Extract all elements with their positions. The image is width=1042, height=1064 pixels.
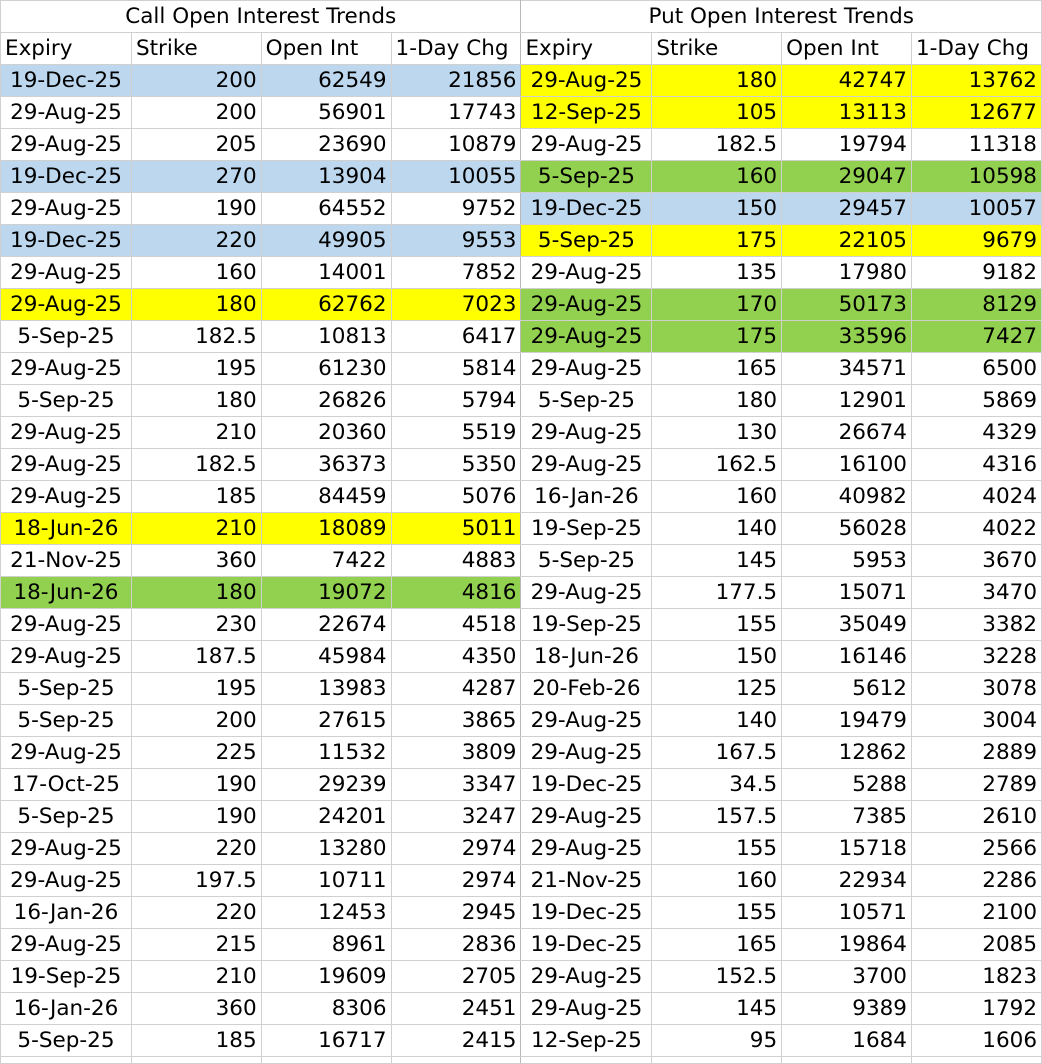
put-day-chg-header[interactable]: 1-Day Chg bbox=[911, 33, 1041, 65]
put-open-int-cell[interactable]: 17980 bbox=[782, 257, 912, 289]
call-expiry-cell[interactable]: 19-Dec-25 bbox=[1, 65, 132, 97]
table-row bbox=[1, 641, 1042, 673]
call-day-chg-cell[interactable]: 2705 bbox=[391, 961, 521, 993]
put-open-int-cell[interactable]: 15071 bbox=[782, 577, 912, 609]
call-open-int-header[interactable]: Open Int bbox=[261, 33, 391, 65]
call-expiry-cell[interactable]: 29-Aug-25 bbox=[1, 737, 132, 769]
put-expiry-cell[interactable]: 19-Sep-25 bbox=[521, 513, 652, 545]
put-strike-cell[interactable]: 152.5 bbox=[652, 961, 782, 993]
put-expiry-cell[interactable]: 29-Aug-25 bbox=[521, 321, 652, 353]
call-expiry-cell[interactable]: 5-Sep-25 bbox=[1, 321, 132, 353]
call-strike-cell[interactable]: 220 bbox=[131, 897, 261, 929]
put-open-int-header[interactable]: Open Int bbox=[782, 33, 912, 65]
put-strike-cell[interactable]: 95 bbox=[652, 1025, 782, 1057]
put-open-int-cell[interactable]: 29047 bbox=[782, 161, 912, 193]
table-row bbox=[1, 961, 1042, 993]
table-row bbox=[1, 769, 1042, 801]
put-strike-cell[interactable]: 170 bbox=[652, 289, 782, 321]
call-open-int-cell[interactable]: 29239 bbox=[261, 769, 391, 801]
call-expiry-cell[interactable]: 16-Jan-26 bbox=[1, 897, 132, 929]
call-day-chg-cell[interactable]: 5794 bbox=[391, 385, 521, 417]
call-expiry-cell[interactable]: 29-Aug-25 bbox=[1, 289, 132, 321]
table-row bbox=[1, 129, 1042, 161]
call-strike-cell[interactable]: 210 bbox=[131, 513, 261, 545]
table-row bbox=[1, 481, 1042, 513]
put-day-chg-cell[interactable]: 9679 bbox=[911, 225, 1041, 257]
put-expiry-cell[interactable]: 29-Aug-25 bbox=[521, 993, 652, 1025]
put-strike-cell[interactable]: 34.5 bbox=[652, 769, 782, 801]
call-open-int-cell[interactable]: 7422 bbox=[261, 545, 391, 577]
call-day-chg-cell[interactable]: 9752 bbox=[391, 193, 521, 225]
put-day-chg-cell[interactable]: 12677 bbox=[911, 97, 1041, 129]
put-strike-cell[interactable]: 160 bbox=[652, 865, 782, 897]
call-expiry-cell[interactable]: 29-Aug-25 bbox=[1, 417, 132, 449]
put-strike-cell[interactable]: 167.5 bbox=[652, 737, 782, 769]
call-day-chg-cell[interactable]: 2451 bbox=[391, 993, 521, 1025]
put-expiry-cell[interactable]: 5-Sep-25 bbox=[521, 225, 652, 257]
put-open-int-cell[interactable]: 19794 bbox=[782, 129, 912, 161]
put-expiry-cell[interactable]: 29-Aug-25 bbox=[521, 129, 652, 161]
put-strike-cell[interactable]: 125 bbox=[652, 673, 782, 705]
put-strike-cell[interactable]: 177.5 bbox=[652, 577, 782, 609]
put-open-int-cell[interactable]: 50173 bbox=[782, 289, 912, 321]
put-expiry-cell[interactable]: 19-Dec-25 bbox=[521, 193, 652, 225]
put-expiry-cell[interactable]: 29-Aug-25 bbox=[521, 353, 652, 385]
call-expiry-cell[interactable]: 29-Aug-25 bbox=[1, 449, 132, 481]
table-row bbox=[1, 417, 1042, 449]
put-expiry-header[interactable]: Expiry bbox=[521, 33, 652, 65]
call-strike-cell[interactable]: 190 bbox=[131, 801, 261, 833]
call-open-int-cell[interactable]: 8306 bbox=[261, 993, 391, 1025]
call-day-chg-header[interactable]: 1-Day Chg bbox=[391, 33, 521, 65]
put-strike-cell[interactable]: 155 bbox=[652, 833, 782, 865]
put-day-chg-cell[interactable]: 7427 bbox=[911, 321, 1041, 353]
table-row bbox=[1, 257, 1042, 289]
call-open-int-cell[interactable]: 62549 bbox=[261, 65, 391, 97]
call-strike-cell[interactable]: 205 bbox=[131, 129, 261, 161]
put-expiry-cell[interactable]: 21-Nov-25 bbox=[521, 865, 652, 897]
put-open-int-cell[interactable]: 35049 bbox=[782, 609, 912, 641]
call-strike-cell[interactable]: 210 bbox=[131, 961, 261, 993]
call-expiry-cell[interactable]: 5-Sep-25 bbox=[1, 705, 132, 737]
put-strike-cell[interactable]: 180 bbox=[652, 65, 782, 97]
put-day-chg-cell[interactable]: 5869 bbox=[911, 385, 1041, 417]
put-strike-cell[interactable]: 165 bbox=[652, 353, 782, 385]
put-strike-cell[interactable]: 145 bbox=[652, 993, 782, 1025]
put-expiry-cell[interactable]: 29-Aug-25 bbox=[521, 961, 652, 993]
call-expiry-cell[interactable]: 29-Aug-25 bbox=[1, 129, 132, 161]
put-open-int-cell[interactable]: 1684 bbox=[782, 1025, 912, 1057]
call-expiry-cell[interactable]: 18-Jun-26 bbox=[1, 513, 132, 545]
put-strike-cell[interactable]: 135 bbox=[652, 257, 782, 289]
call-expiry-cell[interactable]: 5-Sep-25 bbox=[1, 385, 132, 417]
call-strike-cell[interactable]: 220 bbox=[131, 833, 261, 865]
call-strike-cell[interactable]: 180 bbox=[131, 289, 261, 321]
put-open-int-cell[interactable]: 40982 bbox=[782, 481, 912, 513]
call-open-int-cell[interactable]: 61230 bbox=[261, 353, 391, 385]
call-strike-cell[interactable]: 190 bbox=[131, 769, 261, 801]
call-open-int-cell[interactable]: 26826 bbox=[261, 385, 391, 417]
call-open-int-cell[interactable]: 56901 bbox=[261, 97, 391, 129]
call-strike-cell[interactable]: 185 bbox=[131, 1025, 261, 1057]
call-day-chg-cell[interactable]: 4287 bbox=[391, 673, 521, 705]
call-open-int-cell[interactable]: 13904 bbox=[261, 161, 391, 193]
table-row bbox=[1, 737, 1042, 769]
call-open-int-cell[interactable]: 19072 bbox=[261, 577, 391, 609]
table-row bbox=[1, 545, 1042, 577]
call-day-chg-cell[interactable]: 5076 bbox=[391, 481, 521, 513]
call-open-int-cell[interactable]: 10813 bbox=[261, 321, 391, 353]
call-open-int-cell[interactable]: 18089 bbox=[261, 513, 391, 545]
call-day-chg-cell[interactable]: 4518 bbox=[391, 609, 521, 641]
call-strike-cell[interactable]: 215 bbox=[131, 929, 261, 961]
put-open-int-cell[interactable]: 13113 bbox=[782, 97, 912, 129]
put-day-chg-cell[interactable]: 1606 bbox=[911, 1025, 1041, 1057]
call-day-chg-cell[interactable]: 3247 bbox=[391, 801, 521, 833]
table-row bbox=[1, 865, 1042, 897]
put-open-int-cell[interactable]: 29457 bbox=[782, 193, 912, 225]
call-strike-cell[interactable]: 187.5 bbox=[131, 641, 261, 673]
call-strike-cell[interactable]: 360 bbox=[131, 993, 261, 1025]
put-strike-cell[interactable]: 165 bbox=[652, 929, 782, 961]
put-expiry-cell[interactable]: 19-Dec-25 bbox=[521, 769, 652, 801]
call-expiry-cell[interactable]: 29-Aug-25 bbox=[1, 353, 132, 385]
call-strike-cell[interactable]: 180 bbox=[131, 385, 261, 417]
call-expiry-cell[interactable]: 19-Sep-25 bbox=[1, 961, 132, 993]
put-strike-cell[interactable]: 162.5 bbox=[652, 449, 782, 481]
call-strike-cell[interactable]: 190 bbox=[131, 193, 261, 225]
call-strike-cell[interactable]: 195 bbox=[131, 353, 261, 385]
put-open-int-cell[interactable]: 22934 bbox=[782, 865, 912, 897]
call-day-chg-cell[interactable]: 10055 bbox=[391, 161, 521, 193]
put-strike-cell[interactable]: 182.5 bbox=[652, 129, 782, 161]
put-expiry-cell[interactable]: 12-Sep-25 bbox=[521, 1025, 652, 1057]
put-expiry-cell[interactable]: 29-Aug-25 bbox=[521, 737, 652, 769]
call-open-int-cell[interactable]: 10711 bbox=[261, 865, 391, 897]
call-day-chg-cell[interactable]: 2974 bbox=[391, 833, 521, 865]
table-row bbox=[1, 929, 1042, 961]
put-strike-cell[interactable]: 160 bbox=[652, 481, 782, 513]
put-open-int-cell[interactable]: 33596 bbox=[782, 321, 912, 353]
put-expiry-cell[interactable]: 29-Aug-25 bbox=[521, 577, 652, 609]
call-strike-cell[interactable]: 220 bbox=[131, 225, 261, 257]
call-day-chg-cell[interactable]: 3809 bbox=[391, 737, 521, 769]
put-day-chg-cell[interactable]: 9182 bbox=[911, 257, 1041, 289]
table-row bbox=[1, 993, 1042, 1025]
call-open-int-cell[interactable]: 8961 bbox=[261, 929, 391, 961]
call-expiry-cell[interactable]: 19-Dec-25 bbox=[1, 161, 132, 193]
call-strike-cell[interactable]: 200 bbox=[131, 97, 261, 129]
table-row bbox=[1, 705, 1042, 737]
table-row bbox=[1, 833, 1042, 865]
call-day-chg-cell[interactable]: 3865 bbox=[391, 705, 521, 737]
call-open-int-cell[interactable]: 13983 bbox=[261, 673, 391, 705]
table-row bbox=[1, 97, 1042, 129]
put-day-chg-cell[interactable]: 1792 bbox=[911, 993, 1041, 1025]
table-row bbox=[1, 385, 1042, 417]
table-row bbox=[1, 577, 1042, 609]
put-open-int-cell[interactable]: 5953 bbox=[782, 545, 912, 577]
put-day-chg-cell[interactable]: 1823 bbox=[911, 961, 1041, 993]
call-expiry-cell[interactable]: 29-Aug-25 bbox=[1, 97, 132, 129]
table-row bbox=[1, 321, 1042, 353]
put-day-chg-cell[interactable]: 2085 bbox=[911, 929, 1041, 961]
call-expiry-cell[interactable]: 5-Sep-25 bbox=[1, 1025, 132, 1057]
call-day-chg-cell[interactable]: 5350 bbox=[391, 449, 521, 481]
put-day-chg-cell[interactable]: 13762 bbox=[911, 65, 1041, 97]
put-day-chg-cell[interactable]: 3004 bbox=[911, 705, 1041, 737]
put-day-chg-cell[interactable]: 10057 bbox=[911, 193, 1041, 225]
put-day-chg-cell[interactable]: 2610 bbox=[911, 801, 1041, 833]
call-expiry-cell[interactable]: 29-Aug-25 bbox=[1, 257, 132, 289]
put-day-chg-cell[interactable]: 11318 bbox=[911, 129, 1041, 161]
call-day-chg-cell[interactable]: 4883 bbox=[391, 545, 521, 577]
put-expiry-cell[interactable]: 29-Aug-25 bbox=[521, 65, 652, 97]
put-day-chg-cell[interactable]: 10598 bbox=[911, 161, 1041, 193]
call-open-int-cell[interactable]: 22674 bbox=[261, 609, 391, 641]
call-day-chg-cell[interactable]: 10879 bbox=[391, 129, 521, 161]
call-day-chg-cell[interactable]: 5814 bbox=[391, 353, 521, 385]
put-expiry-cell[interactable]: 19-Dec-25 bbox=[521, 929, 652, 961]
call-day-chg-cell[interactable]: 17743 bbox=[391, 97, 521, 129]
put-open-int-cell[interactable]: 9389 bbox=[782, 993, 912, 1025]
put-strike-cell[interactable]: 180 bbox=[652, 385, 782, 417]
put-expiry-cell[interactable]: 16-Jan-26 bbox=[521, 481, 652, 513]
table-row bbox=[1, 449, 1042, 481]
call-strike-cell[interactable]: 185 bbox=[131, 481, 261, 513]
put-day-chg-cell[interactable]: 2889 bbox=[911, 737, 1041, 769]
call-expiry-cell[interactable]: 29-Aug-25 bbox=[1, 609, 132, 641]
put-expiry-cell[interactable]: 19-Dec-25 bbox=[521, 897, 652, 929]
call-open-int-cell[interactable]: 16717 bbox=[261, 1025, 391, 1057]
put-open-int-cell[interactable]: 19864 bbox=[782, 929, 912, 961]
put-day-chg-cell[interactable]: 3382 bbox=[911, 609, 1041, 641]
put-open-int-cell[interactable]: 22105 bbox=[782, 225, 912, 257]
put-strike-cell[interactable]: 155 bbox=[652, 609, 782, 641]
put-day-chg-cell[interactable]: 3228 bbox=[911, 641, 1041, 673]
table-row bbox=[1, 673, 1042, 705]
call-day-chg-cell[interactable]: 2974 bbox=[391, 865, 521, 897]
put-open-int-cell[interactable]: 15718 bbox=[782, 833, 912, 865]
call-expiry-cell[interactable]: 16-Jan-26 bbox=[1, 993, 132, 1025]
table-row bbox=[1, 225, 1042, 257]
put-open-int-cell[interactable]: 56028 bbox=[782, 513, 912, 545]
put-day-chg-cell[interactable]: 2789 bbox=[911, 769, 1041, 801]
call-strike-cell[interactable]: 360 bbox=[131, 545, 261, 577]
call-open-int-cell[interactable]: 27615 bbox=[261, 705, 391, 737]
call-open-int-cell[interactable]: 19609 bbox=[261, 961, 391, 993]
table-row bbox=[1, 609, 1042, 641]
call-expiry-cell[interactable]: 29-Aug-25 bbox=[1, 641, 132, 673]
call-open-int-cell[interactable]: 23690 bbox=[261, 129, 391, 161]
call-day-chg-cell[interactable]: 21856 bbox=[391, 65, 521, 97]
call-expiry-cell[interactable]: 17-Oct-25 bbox=[1, 769, 132, 801]
table-row bbox=[1, 65, 1042, 97]
put-day-chg-cell[interactable]: 8129 bbox=[911, 289, 1041, 321]
call-strike-cell[interactable]: 225 bbox=[131, 737, 261, 769]
table-row bbox=[1, 161, 1042, 193]
call-open-int-cell[interactable]: 64552 bbox=[261, 193, 391, 225]
put-expiry-cell[interactable]: 5-Sep-25 bbox=[521, 161, 652, 193]
put-day-chg-cell[interactable]: 2566 bbox=[911, 833, 1041, 865]
put-day-chg-cell[interactable]: 3470 bbox=[911, 577, 1041, 609]
put-open-int-cell[interactable]: 5612 bbox=[782, 673, 912, 705]
call-strike-cell[interactable]: 197.5 bbox=[131, 865, 261, 897]
put-strike-cell[interactable]: 155 bbox=[652, 897, 782, 929]
call-day-chg-cell[interactable]: 4350 bbox=[391, 641, 521, 673]
put-strike-cell[interactable]: 150 bbox=[652, 193, 782, 225]
put-day-chg-cell[interactable]: 2100 bbox=[911, 897, 1041, 929]
table-row bbox=[1, 1025, 1042, 1057]
call-open-int-cell[interactable]: 84459 bbox=[261, 481, 391, 513]
title-row bbox=[1, 1, 1042, 33]
call-day-chg-cell[interactable]: 7852 bbox=[391, 257, 521, 289]
call-day-chg-cell[interactable]: 5519 bbox=[391, 417, 521, 449]
put-open-int-cell[interactable]: 42747 bbox=[782, 65, 912, 97]
call-day-chg-cell[interactable]: 4816 bbox=[391, 577, 521, 609]
call-open-int-cell[interactable]: 13280 bbox=[261, 833, 391, 865]
call-open-int-cell[interactable]: 45984 bbox=[261, 641, 391, 673]
call-open-int-cell[interactable]: 36373 bbox=[261, 449, 391, 481]
put-strike-cell[interactable]: 130 bbox=[652, 417, 782, 449]
put-expiry-cell[interactable]: 18-Jun-26 bbox=[521, 641, 652, 673]
table-row bbox=[1, 193, 1042, 225]
table-row bbox=[1, 353, 1042, 385]
put-expiry-cell[interactable]: 5-Sep-25 bbox=[521, 385, 652, 417]
call-strike-cell[interactable]: 200 bbox=[131, 65, 261, 97]
call-section-title[interactable]: Call Open Interest Trends bbox=[1, 1, 521, 33]
put-expiry-cell[interactable]: 5-Sep-25 bbox=[521, 545, 652, 577]
table-row bbox=[1, 513, 1042, 545]
put-open-int-cell[interactable]: 26674 bbox=[782, 417, 912, 449]
put-open-int-cell[interactable]: 10571 bbox=[782, 897, 912, 929]
put-expiry-cell[interactable]: 29-Aug-25 bbox=[521, 417, 652, 449]
put-strike-cell[interactable]: 157.5 bbox=[652, 801, 782, 833]
call-day-chg-cell[interactable]: 3347 bbox=[391, 769, 521, 801]
call-open-int-cell[interactable]: 12453 bbox=[261, 897, 391, 929]
call-open-int-cell[interactable]: 49905 bbox=[261, 225, 391, 257]
call-day-chg-cell[interactable]: 5011 bbox=[391, 513, 521, 545]
call-open-int-cell[interactable]: 62762 bbox=[261, 289, 391, 321]
put-open-int-cell[interactable]: 5288 bbox=[782, 769, 912, 801]
call-day-chg-cell[interactable]: 6417 bbox=[391, 321, 521, 353]
call-open-int-cell[interactable]: 14001 bbox=[261, 257, 391, 289]
call-expiry-cell[interactable]: 18-Jun-26 bbox=[1, 577, 132, 609]
put-expiry-cell[interactable]: 29-Aug-25 bbox=[521, 705, 652, 737]
call-expiry-cell[interactable]: 19-Dec-25 bbox=[1, 225, 132, 257]
put-open-int-cell[interactable]: 16146 bbox=[782, 641, 912, 673]
call-expiry-cell[interactable]: 21-Nov-25 bbox=[1, 545, 132, 577]
call-day-chg-cell[interactable]: 9553 bbox=[391, 225, 521, 257]
put-day-chg-cell[interactable]: 2286 bbox=[911, 865, 1041, 897]
call-open-int-cell[interactable]: 11532 bbox=[261, 737, 391, 769]
put-strike-cell[interactable]: 175 bbox=[652, 321, 782, 353]
put-open-int-cell[interactable]: 19479 bbox=[782, 705, 912, 737]
put-expiry-cell[interactable]: 19-Sep-25 bbox=[521, 609, 652, 641]
call-strike-cell[interactable]: 270 bbox=[131, 161, 261, 193]
call-strike-cell[interactable]: 230 bbox=[131, 609, 261, 641]
call-expiry-cell[interactable]: 29-Aug-25 bbox=[1, 481, 132, 513]
call-open-int-cell[interactable]: 20360 bbox=[261, 417, 391, 449]
put-day-chg-cell[interactable]: 3670 bbox=[911, 545, 1041, 577]
put-expiry-cell[interactable]: 12-Sep-25 bbox=[521, 97, 652, 129]
call-day-chg-cell[interactable]: 2415 bbox=[391, 1025, 521, 1057]
call-strike-cell[interactable]: 210 bbox=[131, 417, 261, 449]
call-strike-cell[interactable]: 182.5 bbox=[131, 321, 261, 353]
call-expiry-cell[interactable]: 5-Sep-25 bbox=[1, 801, 132, 833]
put-strike-cell[interactable]: 140 bbox=[652, 705, 782, 737]
put-strike-header[interactable]: Strike bbox=[652, 33, 782, 65]
put-day-chg-cell[interactable]: 4022 bbox=[911, 513, 1041, 545]
put-expiry-cell[interactable]: 20-Feb-26 bbox=[521, 673, 652, 705]
call-expiry-cell[interactable]: 5-Sep-25 bbox=[1, 673, 132, 705]
call-expiry-cell[interactable]: 29-Aug-25 bbox=[1, 193, 132, 225]
put-section-title[interactable]: Put Open Interest Trends bbox=[521, 1, 1042, 33]
put-open-int-cell[interactable]: 12901 bbox=[782, 385, 912, 417]
call-strike-cell[interactable]: 200 bbox=[131, 705, 261, 737]
put-strike-cell[interactable]: 140 bbox=[652, 513, 782, 545]
put-day-chg-cell[interactable]: 3078 bbox=[911, 673, 1041, 705]
call-strike-cell[interactable]: 160 bbox=[131, 257, 261, 289]
put-strike-cell[interactable]: 105 bbox=[652, 97, 782, 129]
put-expiry-cell[interactable]: 29-Aug-25 bbox=[521, 289, 652, 321]
put-strike-cell[interactable]: 175 bbox=[652, 225, 782, 257]
put-day-chg-cell[interactable]: 6500 bbox=[911, 353, 1041, 385]
put-open-int-cell[interactable]: 16100 bbox=[782, 449, 912, 481]
call-day-chg-cell[interactable]: 7023 bbox=[391, 289, 521, 321]
call-expiry-cell[interactable]: 29-Aug-25 bbox=[1, 929, 132, 961]
call-strike-header[interactable]: Strike bbox=[131, 33, 261, 65]
call-day-chg-cell[interactable]: 2836 bbox=[391, 929, 521, 961]
header-row bbox=[1, 33, 1042, 65]
put-expiry-cell[interactable]: 29-Aug-25 bbox=[521, 801, 652, 833]
put-day-chg-cell[interactable]: 4316 bbox=[911, 449, 1041, 481]
call-expiry-cell[interactable]: 29-Aug-25 bbox=[1, 865, 132, 897]
put-open-int-cell[interactable]: 7385 bbox=[782, 801, 912, 833]
call-day-chg-cell[interactable]: 2945 bbox=[391, 897, 521, 929]
put-open-int-cell[interactable]: 3700 bbox=[782, 961, 912, 993]
put-expiry-cell[interactable]: 29-Aug-25 bbox=[521, 833, 652, 865]
call-expiry-header[interactable]: Expiry bbox=[1, 33, 132, 65]
put-strike-cell[interactable]: 150 bbox=[652, 641, 782, 673]
table-row bbox=[1, 801, 1042, 833]
put-strike-cell[interactable]: 145 bbox=[652, 545, 782, 577]
put-open-int-cell[interactable]: 34571 bbox=[782, 353, 912, 385]
call-strike-cell[interactable]: 195 bbox=[131, 673, 261, 705]
put-expiry-cell[interactable]: 29-Aug-25 bbox=[521, 257, 652, 289]
table-row bbox=[1, 289, 1042, 321]
call-strike-cell[interactable]: 180 bbox=[131, 577, 261, 609]
put-open-int-cell[interactable]: 12862 bbox=[782, 737, 912, 769]
call-expiry-cell[interactable]: 29-Aug-25 bbox=[1, 833, 132, 865]
put-day-chg-cell[interactable]: 4329 bbox=[911, 417, 1041, 449]
put-day-chg-cell[interactable]: 4024 bbox=[911, 481, 1041, 513]
call-open-int-cell[interactable]: 24201 bbox=[261, 801, 391, 833]
put-expiry-cell[interactable]: 29-Aug-25 bbox=[521, 449, 652, 481]
table-row bbox=[1, 897, 1042, 929]
call-strike-cell[interactable]: 182.5 bbox=[131, 449, 261, 481]
put-strike-cell[interactable]: 160 bbox=[652, 161, 782, 193]
